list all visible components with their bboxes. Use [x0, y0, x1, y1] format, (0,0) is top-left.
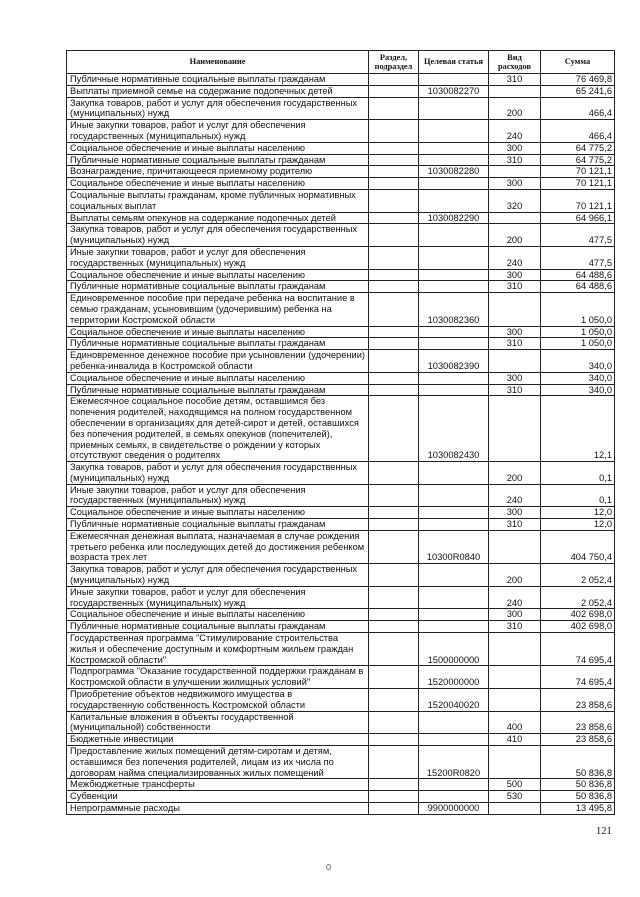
scan-artifact-mark: [326, 864, 331, 870]
kind-cell: 310: [489, 338, 541, 350]
target-cell: [419, 281, 489, 293]
budget-table: [66, 50, 615, 815]
name-cell: Ежемесячная денежная выплата, назначаемая в случае рождения третьего ребенка или последующих детей до достижения ребенком возраста трех лет: [67, 530, 369, 563]
target-cell: 15200R0820: [419, 746, 489, 779]
header-section: Раздел, подраздел: [369, 51, 419, 74]
kind-cell: 410: [489, 734, 541, 746]
name-cell: Закупка товаров, работ и услуг для обеспечения государственных (муниципальных) нужд: [67, 462, 369, 485]
kind-cell: [489, 85, 541, 97]
sum-cell: 50 836,8: [541, 791, 615, 803]
section-cell: [369, 97, 419, 120]
name-cell: Выплаты семьям опекунов на содержание подопечных детей: [67, 212, 369, 224]
table-row: [67, 586, 615, 609]
target-cell: 1030082290: [419, 212, 489, 224]
table-row: [67, 791, 615, 803]
sum-cell: 64 488,6: [541, 269, 615, 281]
name-cell: Субвенции: [67, 791, 369, 803]
section-cell: [369, 779, 419, 791]
table-row: [67, 803, 615, 815]
sum-cell: 340,0: [541, 384, 615, 396]
sum-cell: 340,0: [541, 350, 615, 373]
kind-cell: 310: [489, 384, 541, 396]
sum-cell: 2 052,4: [541, 586, 615, 609]
kind-cell: 200: [489, 224, 541, 247]
table-row: [67, 507, 615, 519]
name-cell: Публичные нормативные социальные выплаты гражданам: [67, 281, 369, 293]
name-cell: Ежемесячное социальное пособие детям, оставшимся без попечения родителей, находящимся на полном государственном обеспечении в организациях для детей-сирот и детей, оставшихся без попечения родителей, в семьях опекунов (попечителей), приемных семьях, в свидетельстве о рождении у которых отсутствуют сведения о родителях: [67, 396, 369, 462]
kind-cell: [489, 350, 541, 373]
section-cell: [369, 142, 419, 154]
sum-cell: 65 241,6: [541, 85, 615, 97]
target-cell: [419, 507, 489, 519]
target-cell: [419, 484, 489, 507]
kind-cell: 310: [489, 154, 541, 166]
section-cell: [369, 507, 419, 519]
name-cell: Иные закупки товаров, работ и услуг для обеспечения государственных (муниципальных) нужд: [67, 246, 369, 269]
target-cell: 1520000000: [419, 666, 489, 689]
page-number: 121: [596, 826, 612, 837]
sum-cell: 50 836,8: [541, 746, 615, 779]
name-cell: Социальное обеспечение и иные выплаты населению: [67, 178, 369, 190]
table-row: [67, 120, 615, 143]
sum-cell: 64 775,2: [541, 154, 615, 166]
name-cell: Социальное обеспечение и иные выплаты населению: [67, 269, 369, 281]
section-cell: [369, 74, 419, 86]
kind-cell: [489, 396, 541, 462]
sum-cell: 404 750,4: [541, 530, 615, 563]
target-cell: 10300R0840: [419, 530, 489, 563]
table-row: [67, 246, 615, 269]
table-row: [67, 779, 615, 791]
section-cell: [369, 120, 419, 143]
section-cell: [369, 396, 419, 462]
section-cell: [369, 338, 419, 350]
target-cell: [419, 791, 489, 803]
sum-cell: 466,4: [541, 120, 615, 143]
section-cell: [369, 530, 419, 563]
sum-cell: 23 858,6: [541, 711, 615, 734]
name-cell: Иные закупки товаров, работ и услуг для обеспечения государственных (муниципальных) нужд: [67, 586, 369, 609]
kind-cell: [489, 666, 541, 689]
table-row: [67, 530, 615, 563]
kind-cell: 320: [489, 189, 541, 212]
table-row: [67, 396, 615, 462]
table-body: [67, 74, 615, 815]
kind-cell: [489, 166, 541, 178]
sum-cell: 1 050,0: [541, 293, 615, 326]
kind-cell: 300: [489, 269, 541, 281]
kind-cell: 200: [489, 97, 541, 120]
sum-cell: 2 052,4: [541, 564, 615, 587]
name-cell: Публичные нормативные социальные выплаты гражданам: [67, 519, 369, 531]
kind-cell: 200: [489, 564, 541, 587]
section-cell: [369, 189, 419, 212]
section-cell: [369, 803, 419, 815]
sum-cell: 64 966,1: [541, 212, 615, 224]
target-cell: [419, 621, 489, 633]
sum-cell: 477,5: [541, 246, 615, 269]
table-row: [67, 142, 615, 154]
sum-cell: 12,0: [541, 507, 615, 519]
section-cell: [369, 633, 419, 666]
target-cell: [419, 586, 489, 609]
name-cell: Закупка товаров, работ и услуг для обеспечения государственных (муниципальных) нужд: [67, 97, 369, 120]
name-cell: Капитальные вложения в объекты государственной (муниципальной) собственности: [67, 711, 369, 734]
table-row: [67, 711, 615, 734]
name-cell: Иные закупки товаров, работ и услуг для обеспечения государственных (муниципальных) нужд: [67, 484, 369, 507]
table-row: [67, 326, 615, 338]
section-cell: [369, 224, 419, 247]
name-cell: Закупка товаров, работ и услуг для обеспечения государственных (муниципальных) нужд: [67, 564, 369, 587]
section-cell: [369, 519, 419, 531]
table-row: [67, 519, 615, 531]
sum-cell: 64 488,6: [541, 281, 615, 293]
name-cell: Публичные нормативные социальные выплаты гражданам: [67, 74, 369, 86]
kind-cell: [489, 530, 541, 563]
table-row: [67, 689, 615, 712]
name-cell: Социальное обеспечение и иные выплаты населению: [67, 609, 369, 621]
kind-cell: 310: [489, 519, 541, 531]
section-cell: [369, 85, 419, 97]
table-row: [67, 666, 615, 689]
section-cell: [369, 746, 419, 779]
name-cell: Бюджетные инвестиции: [67, 734, 369, 746]
table-row: [67, 293, 615, 326]
section-cell: [369, 212, 419, 224]
kind-cell: 300: [489, 507, 541, 519]
table-row: [67, 564, 615, 587]
target-cell: [419, 142, 489, 154]
sum-cell: 0,1: [541, 484, 615, 507]
section-cell: [369, 621, 419, 633]
sum-cell: 402 698,0: [541, 621, 615, 633]
sum-cell: 70 121,1: [541, 189, 615, 212]
kind-cell: 240: [489, 120, 541, 143]
name-cell: Закупка товаров, работ и услуг для обеспечения государственных (муниципальных) нужд: [67, 224, 369, 247]
section-cell: [369, 293, 419, 326]
table-row: [67, 746, 615, 779]
section-cell: [369, 166, 419, 178]
section-cell: [369, 609, 419, 621]
sum-cell: 23 858,6: [541, 689, 615, 712]
target-cell: [419, 734, 489, 746]
sum-cell: 12,0: [541, 519, 615, 531]
name-cell: Публичные нормативные социальные выплаты гражданам: [67, 621, 369, 633]
sum-cell: 1 050,0: [541, 338, 615, 350]
table-row: [67, 338, 615, 350]
budget-table-sheet: [66, 50, 614, 815]
table-header-row: [67, 51, 615, 74]
target-cell: 1030082390: [419, 350, 489, 373]
target-cell: [419, 609, 489, 621]
section-cell: [369, 689, 419, 712]
sum-cell: 13 495,8: [541, 803, 615, 815]
table-row: [67, 85, 615, 97]
section-cell: [369, 586, 419, 609]
name-cell: Социальное обеспечение и иные выплаты населению: [67, 507, 369, 519]
sum-cell: 74 695,4: [541, 666, 615, 689]
sum-cell: 340,0: [541, 372, 615, 384]
target-cell: [419, 384, 489, 396]
table-row: [67, 178, 615, 190]
sum-cell: 402 698,0: [541, 609, 615, 621]
kind-cell: 240: [489, 484, 541, 507]
target-cell: 1500000000: [419, 633, 489, 666]
kind-cell: [489, 803, 541, 815]
name-cell: Предоставление жилых помещений детям-сиротам и детям, оставшимся без попечения родителей, лицам из их числа по договорам найма специализированных жилых помещений: [67, 746, 369, 779]
target-cell: [419, 564, 489, 587]
kind-cell: 300: [489, 142, 541, 154]
sum-cell: 23 858,6: [541, 734, 615, 746]
target-cell: [419, 189, 489, 212]
table-row: [67, 350, 615, 373]
table-row: [67, 484, 615, 507]
section-cell: [369, 350, 419, 373]
target-cell: [419, 372, 489, 384]
kind-cell: 530: [489, 791, 541, 803]
kind-cell: 300: [489, 372, 541, 384]
section-cell: [369, 791, 419, 803]
target-cell: 9900000000: [419, 803, 489, 815]
sum-cell: 12,1: [541, 396, 615, 462]
name-cell: Выплаты приемной семье на содержание подопечных детей: [67, 85, 369, 97]
kind-cell: 310: [489, 74, 541, 86]
sum-cell: 1 050,0: [541, 326, 615, 338]
kind-cell: 400: [489, 711, 541, 734]
table-row: [67, 633, 615, 666]
section-cell: [369, 281, 419, 293]
section-cell: [369, 246, 419, 269]
sum-cell: 50 836,8: [541, 779, 615, 791]
name-cell: Социальные выплаты гражданам, кроме публичных нормативных социальных выплат: [67, 189, 369, 212]
header-sum: Сумма: [541, 51, 615, 74]
name-cell: Социальное обеспечение и иные выплаты населению: [67, 326, 369, 338]
name-cell: Единовременное денежное пособие при усыновлении (удочерении) ребенка-инвалида в Костромской области: [67, 350, 369, 373]
name-cell: Единовременное пособие при передаче ребенка на воспитание в семью гражданам, усыновившим (удочерившим) ребенка на территории Костромской области: [67, 293, 369, 326]
table-row: [67, 224, 615, 247]
name-cell: Социальное обеспечение и иные выплаты населению: [67, 372, 369, 384]
section-cell: [369, 462, 419, 485]
table-row: [67, 212, 615, 224]
name-cell: Государственная программа "Стимулирование строительства жилья и обеспечение доступным и комфортным жильем граждан Костромской области": [67, 633, 369, 666]
kind-cell: 300: [489, 178, 541, 190]
name-cell: Иные закупки товаров, работ и услуг для обеспечения государственных (муниципальных) нужд: [67, 120, 369, 143]
sum-cell: 466,4: [541, 97, 615, 120]
target-cell: 1030082270: [419, 85, 489, 97]
name-cell: Социальное обеспечение и иные выплаты населению: [67, 142, 369, 154]
target-cell: [419, 326, 489, 338]
section-cell: [369, 154, 419, 166]
header-kind: Вид расходов: [489, 51, 541, 74]
table-row: [67, 166, 615, 178]
target-cell: [419, 120, 489, 143]
name-cell: Публичные нормативные социальные выплаты гражданам: [67, 338, 369, 350]
table-row: [67, 189, 615, 212]
target-cell: [419, 519, 489, 531]
table-row: [67, 74, 615, 86]
target-cell: [419, 74, 489, 86]
target-cell: 1030082360: [419, 293, 489, 326]
section-cell: [369, 734, 419, 746]
name-cell: Публичные нормативные социальные выплаты гражданам: [67, 384, 369, 396]
target-cell: [419, 246, 489, 269]
kind-cell: [489, 689, 541, 712]
name-cell: Межбюджетные трансферты: [67, 779, 369, 791]
section-cell: [369, 711, 419, 734]
table-row: [67, 372, 615, 384]
table-row: [67, 154, 615, 166]
table-row: [67, 734, 615, 746]
name-cell: Приобретение объектов недвижимого имущества в государственную собственность Костромской области: [67, 689, 369, 712]
header-name: Наименование: [67, 51, 369, 74]
target-cell: [419, 154, 489, 166]
table-row: [67, 462, 615, 485]
section-cell: [369, 178, 419, 190]
name-cell: Вознаграждение, причитающееся приемному родителю: [67, 166, 369, 178]
sum-cell: 70 121,1: [541, 166, 615, 178]
kind-cell: 300: [489, 609, 541, 621]
target-cell: [419, 462, 489, 485]
kind-cell: 240: [489, 246, 541, 269]
sum-cell: 64 775,2: [541, 142, 615, 154]
header-target: Целевая статья: [419, 51, 489, 74]
table-row: [67, 609, 615, 621]
target-cell: 1030082280: [419, 166, 489, 178]
section-cell: [369, 384, 419, 396]
section-cell: [369, 269, 419, 281]
table-row: [67, 384, 615, 396]
section-cell: [369, 484, 419, 507]
target-cell: 1030082430: [419, 396, 489, 462]
sum-cell: 0,1: [541, 462, 615, 485]
kind-cell: [489, 746, 541, 779]
kind-cell: [489, 633, 541, 666]
table-row: [67, 281, 615, 293]
kind-cell: 300: [489, 326, 541, 338]
kind-cell: [489, 212, 541, 224]
name-cell: Подпрограмма "Оказание государственной поддержки гражданам в Костромской области в улучшении жилищных условий": [67, 666, 369, 689]
table-row: [67, 621, 615, 633]
sum-cell: 477,5: [541, 224, 615, 247]
sum-cell: 74 695,4: [541, 633, 615, 666]
table-row: [67, 97, 615, 120]
target-cell: [419, 779, 489, 791]
table-row: [67, 269, 615, 281]
target-cell: [419, 97, 489, 120]
name-cell: Непрограммные расходы: [67, 803, 369, 815]
section-cell: [369, 666, 419, 689]
kind-cell: 240: [489, 586, 541, 609]
sum-cell: 70 121,1: [541, 178, 615, 190]
name-cell: Публичные нормативные социальные выплаты гражданам: [67, 154, 369, 166]
target-cell: 1520040020: [419, 689, 489, 712]
target-cell: [419, 269, 489, 281]
kind-cell: 200: [489, 462, 541, 485]
section-cell: [369, 372, 419, 384]
target-cell: [419, 338, 489, 350]
target-cell: [419, 711, 489, 734]
sum-cell: 76 469,8: [541, 74, 615, 86]
kind-cell: 310: [489, 621, 541, 633]
section-cell: [369, 564, 419, 587]
target-cell: [419, 224, 489, 247]
kind-cell: [489, 293, 541, 326]
kind-cell: 500: [489, 779, 541, 791]
target-cell: [419, 178, 489, 190]
kind-cell: 310: [489, 281, 541, 293]
section-cell: [369, 326, 419, 338]
